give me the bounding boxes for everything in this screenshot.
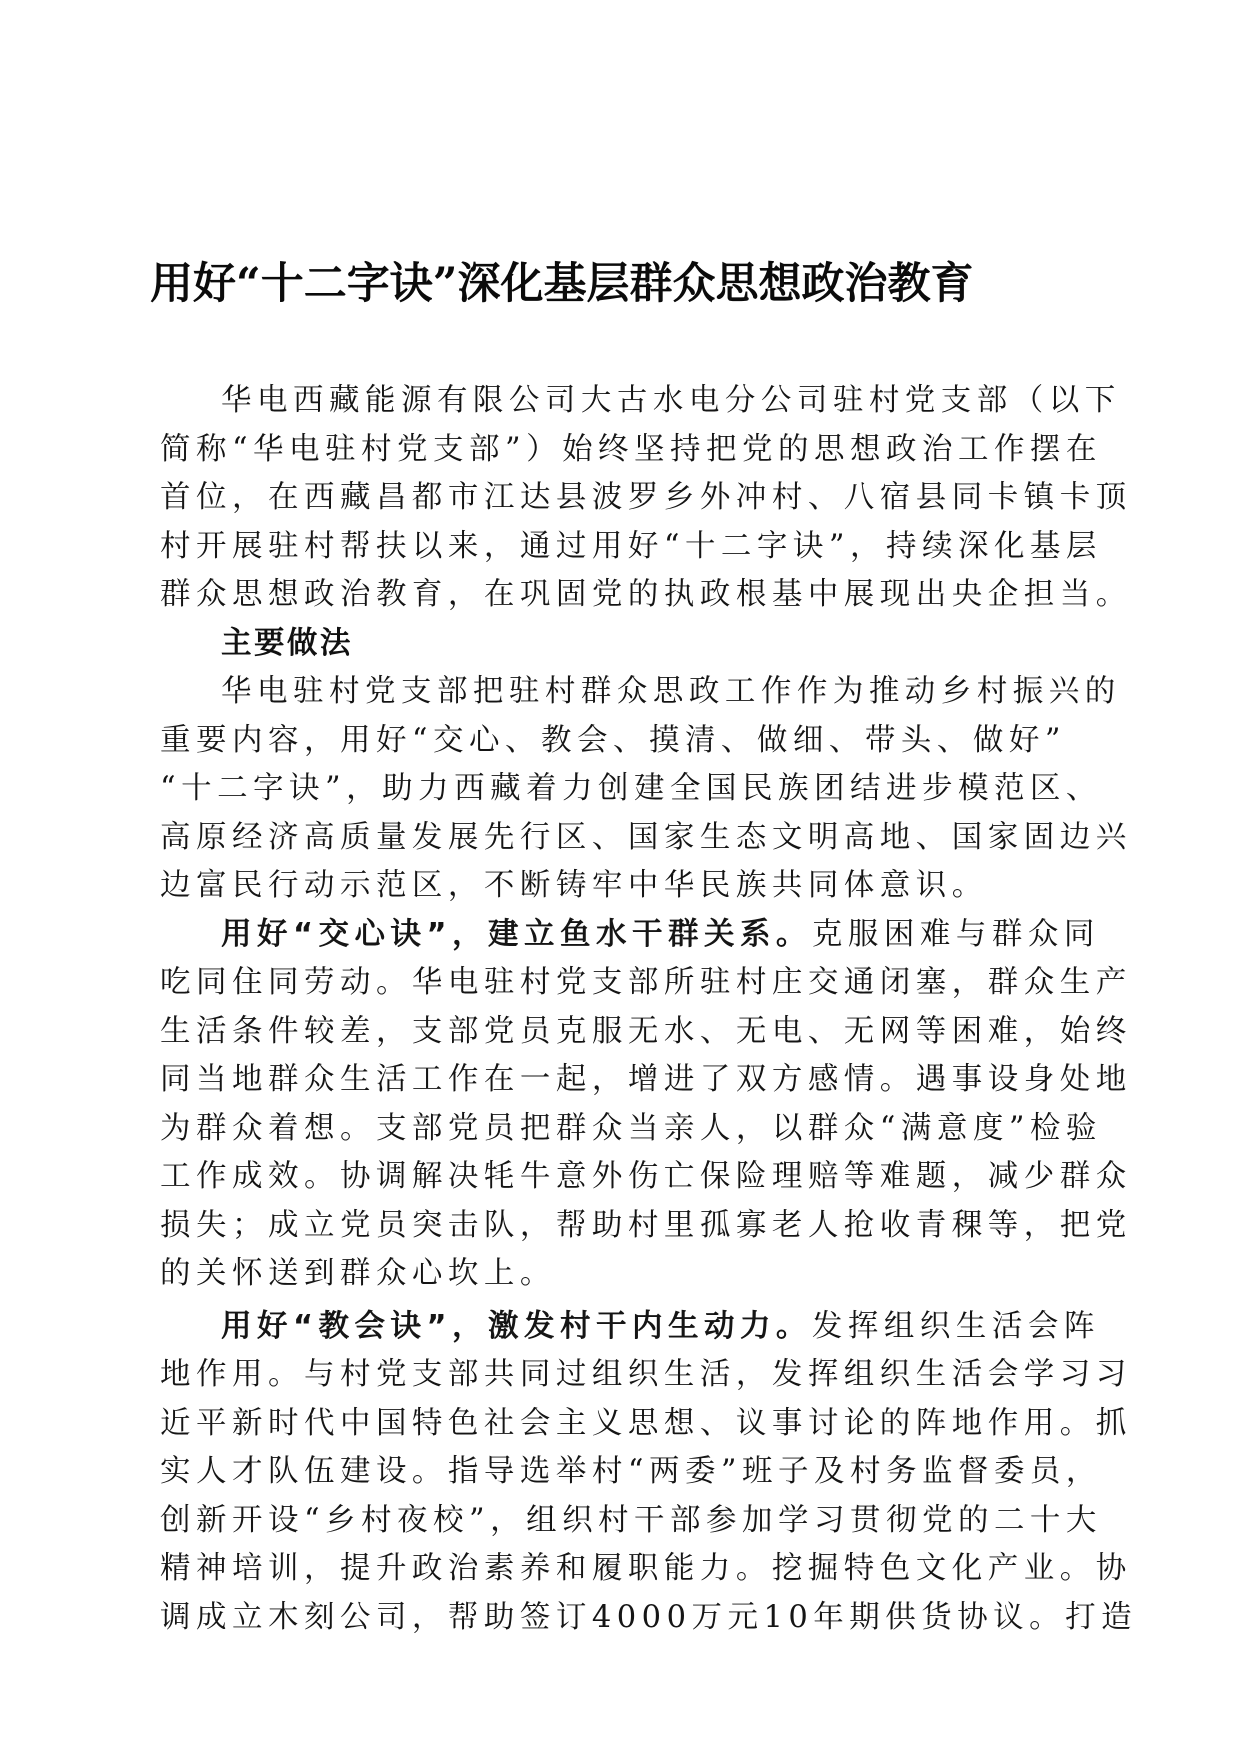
method-overview-paragraph: [160, 668, 1132, 911]
section-heading-block: [160, 620, 1080, 669]
paragraph-line: 边富民行动示范区，不断铸牢中华民族共同体意识。: [160, 868, 988, 903]
paragraph-line: 损失；成立党员突击队，帮助村里孤寡老人抢收青稞等，把党: [160, 1207, 1132, 1243]
jiaoxin-paragraph: [160, 911, 1132, 1299]
paragraph-line: 华电驻村党支部把驻村群众思政工作作为推动乡村振兴的: [221, 674, 1121, 709]
paragraph-line: 实人才队伍建设。指导选举村“两委”班子及村务监督委员，: [160, 1454, 1102, 1489]
paragraph-line: 首位，在西藏昌都市江达县波罗乡外冲村、八宿县同卡镇卡顶: [160, 480, 1132, 515]
paragraph-line-text: 克服困难与群众同: [811, 916, 1100, 952]
paragraph-line: 地作用。与村党支部共同过组织生活，发挥组织生活会学习习: [160, 1357, 1132, 1392]
paragraph-line: 创新开设“乡村夜校”，组织村干部参加学习贯彻党的二十大: [160, 1502, 1102, 1538]
paragraph-line: 的关怀送到群众心坎上。: [160, 1256, 556, 1291]
paragraph-line: 群众思想政治教育，在巩固党的执政根基中展现出央企担当。: [160, 577, 1132, 612]
paragraph-line: 吃同住同劳动。华电驻村党支部所驻村庄交通闭塞，群众生产: [160, 965, 1132, 1000]
paragraph-line: 调成立木刻公司，帮助签订4000万元10年期供货协议。打造: [160, 1599, 1138, 1635]
paragraph-line: 村开展驻村帮扶以来，通过用好“十二字诀”，持续深化基层: [160, 528, 1102, 564]
paragraph-line: 为群众着想。支部党员把群众当亲人，以群众“满意度”检验: [160, 1110, 1102, 1146]
page-title: 用好“十二字诀”深化基层群众思想政治教育: [150, 259, 974, 309]
section-heading: 主要做法: [221, 625, 353, 661]
paragraph-line: 工作成效。协调解决牦牛意外伤亡保险理赔等难题，减少群众: [160, 1159, 1132, 1194]
paragraph-lead: 用好“教会诀”，激发村干内生动力。: [221, 1308, 812, 1344]
paragraph-lead: 用好“交心诀”，建立鱼水干群关系。: [221, 916, 812, 952]
paragraph-line: 重要内容，用好“交心、教会、摸清、做细、带头、做好”: [160, 722, 1066, 758]
intro-paragraph: [160, 377, 1132, 620]
paragraph-line: “十二字诀”，助力西藏着力创建全国民族团结进步模范区、: [160, 771, 1102, 806]
paragraph-line: [160, 911, 1100, 960]
paragraph-line: 精神培训，提升政治素养和履职能力。挖掘特色文化产业。协: [160, 1551, 1132, 1586]
paragraph-line: 近平新时代中国特色社会主义思想、议事讨论的阵地作用。抓: [160, 1405, 1132, 1441]
paragraph-line: 高原经济高质量发展先行区、国家生态文明高地、国家固边兴: [160, 819, 1132, 855]
jiaohui-paragraph: [160, 1303, 1138, 1643]
paragraph-line: 简称“华电驻村党支部”）始终坚持把党的思想政治工作摆在: [160, 431, 1102, 467]
paragraph-line: 生活条件较差，支部党员克服无水、无电、无网等困难，始终: [160, 1013, 1132, 1049]
paragraph-line: [160, 1303, 1100, 1352]
paragraph-line-text: 发挥组织生活会阵: [811, 1308, 1100, 1344]
paragraph-line: 华电西藏能源有限公司大古水电分公司驻村党支部（以下: [221, 383, 1121, 418]
document-body: [160, 377, 1138, 1642]
paragraph-line: 同当地群众生活工作在一起，增进了双方感情。遇事设身处地: [160, 1062, 1132, 1097]
